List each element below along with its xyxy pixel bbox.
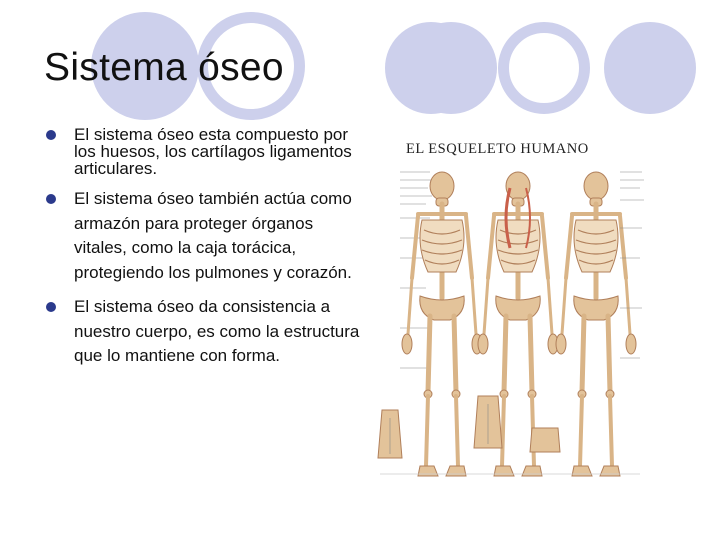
- bullet-list: [44, 126, 364, 369]
- bullet-text: El sistema óseo da consistencia a nuestro cuerpo, es como la estructura que lo mantiene con forma.: [74, 297, 360, 365]
- foot-detail-2: [474, 396, 502, 448]
- bullet-dot-icon: [46, 302, 56, 312]
- bullet-text: El sistema óseo esta compuesto por los huesos, los cartílagos ligamentos articulares.: [74, 125, 352, 178]
- skeleton-illustration: [370, 128, 650, 480]
- bullet-text: El sistema óseo también actúa como armazón para proteger órganos vitales, como la caja torácica, protegiendo los pulmones y corazón.: [74, 189, 352, 282]
- bullet-item-1: [44, 126, 364, 177]
- bullet-dot-icon: [46, 130, 56, 140]
- skeleton-back-view: [556, 172, 636, 476]
- figure-title: EL ESQUELETO HUMANO: [406, 141, 589, 157]
- muscle-accent: [506, 188, 510, 248]
- bullet-item-3: [44, 295, 364, 369]
- decorative-circle-5: [498, 22, 590, 114]
- bullet-item-2: [44, 187, 364, 285]
- skeleton-front-view: [402, 172, 482, 476]
- foot-detail-1: [378, 410, 402, 458]
- bullet-dot-icon: [46, 194, 56, 204]
- slide-title: Sistema óseo: [44, 46, 284, 89]
- decorative-circle-4: [405, 22, 497, 114]
- foot-detail-3: [530, 428, 560, 452]
- decorative-circle-6: [604, 22, 696, 114]
- skeleton-figure: [370, 128, 650, 480]
